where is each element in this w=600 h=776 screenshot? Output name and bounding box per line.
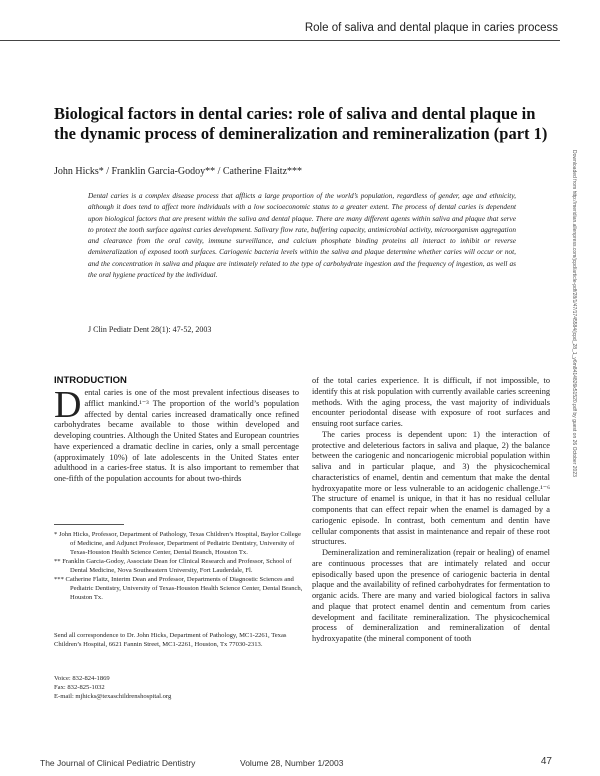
header-rule: [0, 40, 560, 41]
right-column: [312, 376, 550, 645]
running-head: Role of saliva and dental plaque in caries process: [304, 22, 558, 34]
author-footnotes: [54, 530, 304, 602]
email-address: E-mail: mjhicks@texaschildrenshospital.org: [54, 693, 172, 701]
footnote-flaitz: *** Catherine Flaitz, Interim Dean and Professor, Departments of Diagnostic Sciences and Pediatric Dentistry, University of Texas-Houston Health Science Center, Dental Branch, Houston Tx.: [54, 576, 303, 602]
article-title: Biological factors in dental caries: role of saliva and dental plaque in the dynamic process of demineralization and remineralization (part 1): [54, 104, 548, 143]
intro-paragraph-3: Demineralization and remineralization (repair or healing) of enamel are continuous processes that are intimately related and occur episodically based upon the presence of cariogenic bacteria in dental plaque and the availability of refined carbohydrates for fermentation to organic acids. There are many and varied biological factors in saliva and plaque that protect enamel dentin and cementum from caries development and facilitate remineralization. The physicochemical process of demineralization and remineralization of dental hydroxyapatite (the mineral component of tooth: [312, 548, 550, 643]
intro-paragraph-2: The caries process is dependent upon: 1) the interaction of protective and deleterious factors in saliva and plaque, 2) the balance between the cariogenic and noncariogenic microbial population within saliva and in particular plaque, and 3) the physicochemical characteristics of enamel, dentin and cementum that make the dental hydroxyapatite more or less vulnerable to an acidogenic challenge.¹⁻⁶ The structure of enamel is unique, in that it has no residual cellular components that can effect repair when the enamel is damaged by a cariogenic episode. In contrast, both cementum and dentin have cellular components that assist in maintenance and repair of these root structures.: [312, 429, 550, 547]
contact-info: [54, 674, 304, 701]
download-notice-text: Downloaded from http://meridian.allenpress.com/jcpd/article-pdf/28/1/47/1745584/jcpd_28_1_y6m8414826k51520.pdf by guest on 26 October 2023: [571, 150, 577, 477]
citation: J Clin Pediatr Dent 28(1): 47-52, 2003: [88, 325, 212, 334]
correspondence: Send all correspondence to Dr. John Hicks, Department of Pathology, MC1-2261, Texas Children’s Hospital, 6621 Fannin Street, MC1-2261, Houston, Tx 77030-2313.: [54, 632, 287, 649]
footnote-hicks: * John Hicks, Professor, Department of Pathology, Texas Children’s Hospital, Baylor College of Medicine, and Adjunct Professor, Department of Pediatric Dentistry, University of Texas-Houston Health Science Center, Dental Branch, Houston Tx.: [54, 531, 301, 557]
footnote-rule: [54, 524, 124, 525]
author-list: John Hicks* / Franklin Garcia-Godoy** / Catherine Flaitz***: [54, 166, 303, 177]
voice-number: Voice: 832-824-1869: [54, 675, 110, 682]
page-number: 47: [540, 756, 552, 767]
journal-name: The Journal of Clinical Pediatric Dentistry: [40, 758, 196, 768]
left-column: [54, 384, 299, 485]
fax-number: Fax: 832-825-1032: [54, 684, 105, 692]
intro-paragraph-1: ental caries is one of the most prevalent infectious diseases to afflict mankind.¹⁻³ The proportion of the world’s population affected by dental caries increased dramatically once refined carbohydrates became available to those within developed and developing countries. Although the United States and European countries have experienced a dramatic decline in caries, only a small percentage (approximately 10%) of late adolescents in the United States enter adulthood in a caries-free status. It is also important to remember that one-fifth of the population accounts for about two-thirds: [54, 388, 299, 483]
abstract: Dental caries is a complex disease process that afflicts a large proportion of the world’s population, regardless of gender, age and ethnicity, although it does tend to affect more individuals with a low socioeconomic status to a greater extent. The process of dental caries is dependent upon biological factors that are present within the saliva and dental plaque. There are many different agents within saliva and plaque that serve to protect the tooth surface against caries development. Salivary flow rate, buffering capacity, antimicrobial activity, microorganism aggregation and clearance from the oral cavity, immune surveillance, and calcium phosphate binding proteins all interact to inhibit or reverse demineralization of exposed tooth surfaces. Cariogenic bacteria levels within the saliva and plaque determine whether caries will occur or not, and the concentration in saliva and plaque are intimately related to the type of carbohydrate ingestion and the frequency of ingestion, as well as the oral hygiene practiced by the individual.: [88, 191, 516, 280]
drop-cap: D: [54, 384, 82, 426]
intro-paragraph-1-continued: of the total caries experience. It is difficult, if not impossible, to identify this at risk population with currently available caries screening methods. With the aging process, the vast majority of individuals encounter periodontal disease with exposure of root surfaces and ensuing root surface caries.: [312, 376, 550, 428]
section-heading-introduction: INTRODUCTION: [54, 375, 127, 386]
download-notice-sidebar: [571, 150, 581, 590]
volume-info: Volume 28, Number 1/2003: [240, 758, 344, 768]
footnote-garcia-godoy: ** Franklin Garcia-Godoy, Associate Dean for Clinical Research and Professor, School of Dental Medicine, Nova Southeastern University, Fort Lauderdale, Fl.: [54, 558, 292, 575]
